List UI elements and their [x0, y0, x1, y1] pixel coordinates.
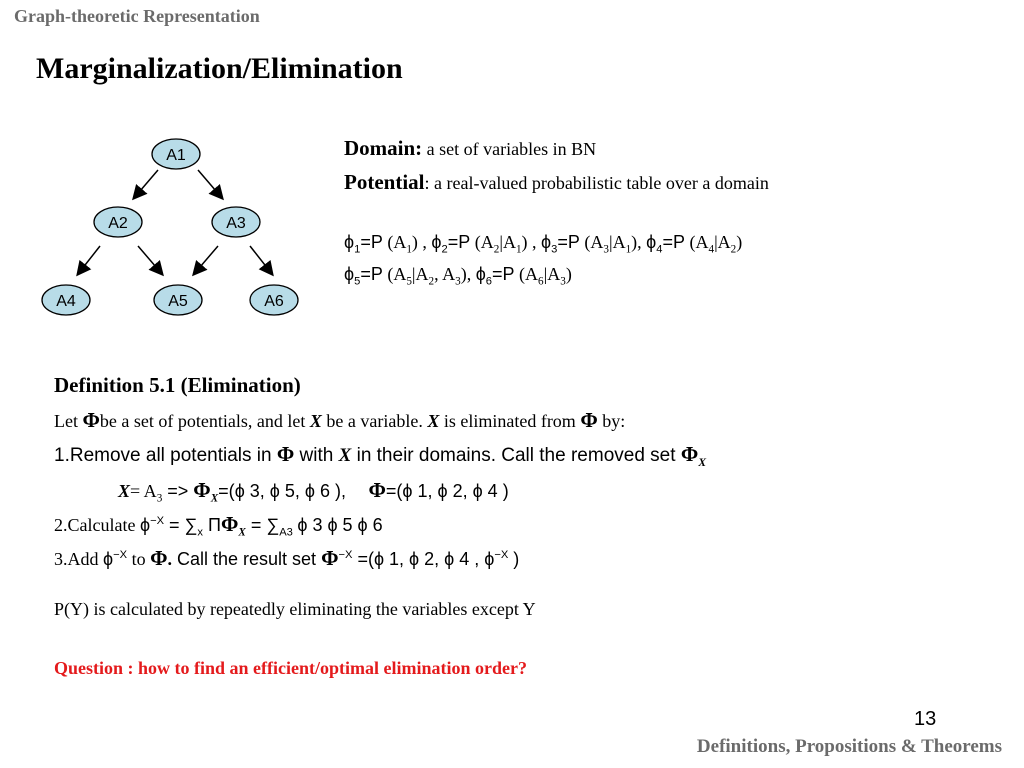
node-label: A3: [226, 215, 246, 232]
node-a6: [250, 285, 298, 315]
node-label: A5: [168, 293, 188, 310]
node-label: A6: [264, 293, 284, 310]
page-number: 13: [914, 708, 937, 730]
domain-line: [344, 136, 596, 161]
definition-step-1: 1.Remove all potentials in Φ with X in their domains. Call the removed set $\Phi_X$: [54, 442, 707, 469]
section-title: Graph-theoretic Representation: [14, 6, 260, 26]
question-text: Question : how to find an efficient/optimal elimination order?: [54, 658, 527, 678]
node-label: A2: [108, 215, 128, 232]
slide-title: Marginalization/Elimination: [36, 52, 403, 85]
footer-label: Definitions, Propositions & Theorems: [696, 736, 1002, 757]
definition-step-3: 3.Add $\phi^{-X}$ to Φ. Call the result set $\Phi^{-X} =(\phi$ 1, ϕ 2, ϕ 4 , $\phi^{-X}$ ): [54, 546, 520, 570]
definition-let-line: Let Φbe a set of potentials, and let X be a variable. X is eliminated from Φ by:: [54, 408, 626, 432]
potentials-line-2: $\phi_5=P$ ($A_5|A_2$, $A_3$), $\phi_6=P$ $(A_6|A_3)$: [344, 264, 572, 288]
edge-a1-a2: [134, 170, 158, 198]
edge-a1-a3: [198, 170, 222, 198]
py-note: P(Y) is calculated by repeatedly eliminating the variables except Y: [54, 599, 536, 619]
edge-a3-a6: [250, 246, 272, 274]
edge-a2-a5: [138, 246, 162, 274]
definition-heading: Definition 5.1 (Elimination): [54, 373, 301, 397]
potential-text: : a real-valued probabilistic table over a domain: [424, 173, 769, 193]
node-a3: [212, 207, 260, 237]
bayesian-network-graph: [38, 128, 308, 320]
node-a4: [42, 285, 90, 315]
node-label: A4: [56, 293, 76, 310]
potentials-line-1: $\phi_1=P$ $(A_1)$ , $\phi_2=P$ $(A_2|A_1)$ , $\phi_3=P$ $(A_3|A_1)$, $\phi_4=P$ $(A_4|A_2)$: [344, 232, 743, 256]
edge-a2-a4: [78, 246, 100, 274]
node-a1: [152, 139, 200, 169]
domain-text: a set of variables in BN: [422, 139, 597, 159]
edge-a3-a5: [194, 246, 218, 274]
potential-term: Potential: [344, 170, 425, 194]
node-a5: [154, 285, 202, 315]
node-label: A1: [166, 147, 186, 164]
definition-step-2: 2.Calculate $\phi^{-X} = \sum_x$ $\Pi\Phi_X = \sum_{A3}$ ϕ 3 ϕ 5 ϕ 6: [54, 512, 383, 539]
domain-term: Domain:: [344, 136, 423, 160]
definition-example: $X= A_3 => \Phi_X=(\phi$ 3, ϕ 5, ϕ 6 ), Φ=(ϕ 1, ϕ 2, ϕ 4 ): [118, 478, 509, 505]
potential-line: [344, 170, 769, 195]
node-a2: [94, 207, 142, 237]
